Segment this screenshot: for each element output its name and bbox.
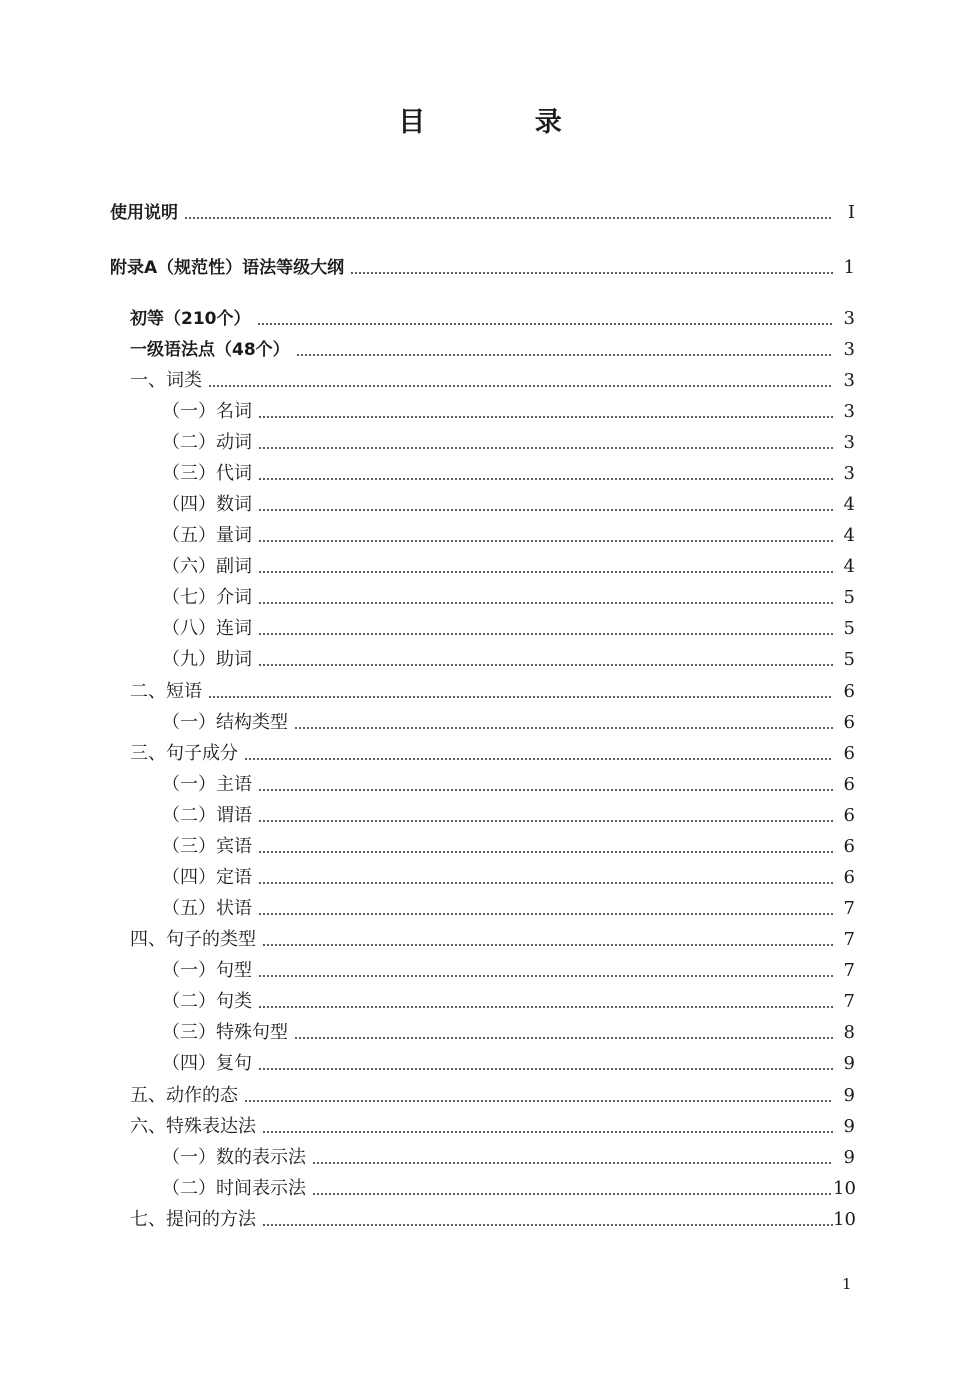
- toc-entry[interactable]: [130, 364, 855, 392]
- toc-entry[interactable]: [130, 1079, 855, 1107]
- toc-entry-label: 附录A（规范性）语法等级大纲: [110, 258, 345, 278]
- toc-entry[interactable]: [130, 1203, 855, 1231]
- toc-entry[interactable]: [162, 768, 855, 796]
- toc-entry[interactable]: [110, 196, 855, 224]
- dot-leader: [258, 851, 833, 853]
- toc-entry[interactable]: [162, 954, 855, 982]
- dot-leader: [184, 217, 833, 219]
- toc-entry[interactable]: [130, 675, 855, 703]
- toc-entry-page: 7: [843, 991, 855, 1012]
- toc-entry-label: （二）句类: [162, 991, 252, 1012]
- toc-entry[interactable]: [162, 488, 855, 516]
- dot-leader: [244, 758, 833, 760]
- toc-entry-label: 四、句子的类型: [130, 929, 256, 950]
- toc-entry-label: （八）连词: [162, 618, 252, 639]
- toc-entry-page: 3: [843, 339, 855, 360]
- toc-entry-page: 5: [843, 587, 855, 608]
- toc-entry[interactable]: [162, 426, 855, 454]
- dot-leader: [258, 478, 833, 480]
- toc-entry[interactable]: [130, 1110, 855, 1138]
- toc-entry[interactable]: [162, 395, 855, 423]
- toc-entry-label: （四）复句: [162, 1053, 252, 1074]
- toc-entry[interactable]: [162, 985, 855, 1013]
- toc-entry-page: 3: [843, 463, 855, 484]
- toc-entry-page: 9: [843, 1147, 855, 1168]
- toc-entry[interactable]: [162, 581, 855, 609]
- toc-entry[interactable]: [162, 1047, 855, 1075]
- toc-entry-label: 七、提问的方法: [130, 1209, 256, 1230]
- toc-entry-page: 6: [843, 743, 855, 764]
- toc-entry[interactable]: [162, 830, 855, 858]
- toc-entry-page: 6: [843, 681, 855, 702]
- toc-entry-label: （一）名词: [162, 401, 252, 422]
- dot-leader: [208, 696, 833, 698]
- dot-leader: [350, 272, 833, 274]
- toc-entry[interactable]: [162, 457, 855, 485]
- toc-entry[interactable]: [162, 1172, 855, 1200]
- toc-entry-page: 5: [843, 618, 855, 639]
- dot-leader: [312, 1193, 833, 1195]
- dot-leader: [262, 1224, 833, 1226]
- toc-entry-label: （一）数的表示法: [162, 1147, 306, 1168]
- dot-leader: [258, 820, 833, 822]
- toc-entry-label: 三、句子成分: [130, 743, 238, 764]
- toc-entry-page: 7: [843, 898, 855, 919]
- toc-entry-page: 7: [843, 929, 855, 950]
- dot-leader: [258, 633, 833, 635]
- toc-entry-page: 9: [843, 1085, 855, 1106]
- toc-entry[interactable]: [162, 892, 855, 920]
- toc-entry-label: （三）宾语: [162, 836, 252, 857]
- dot-leader: [258, 602, 833, 604]
- toc-entry-label: （四）数词: [162, 494, 252, 515]
- toc-entry[interactable]: [110, 251, 855, 279]
- toc-entry[interactable]: [162, 550, 855, 578]
- toc-entry-page: 9: [843, 1053, 855, 1074]
- dot-leader: [258, 913, 833, 915]
- dot-leader: [262, 1131, 833, 1133]
- toc-entry-page: 10: [833, 1178, 856, 1199]
- dot-leader: [258, 509, 833, 511]
- toc-entry-page: 3: [843, 401, 855, 422]
- toc-entry-label: （六）副词: [162, 556, 252, 577]
- dot-leader: [258, 1068, 833, 1070]
- toc-entry-page: 3: [843, 432, 855, 453]
- toc-entry-label: 一、词类: [130, 370, 202, 391]
- toc-entry-label: 二、短语: [130, 681, 202, 702]
- toc-entry-label: （三）特殊句型: [162, 1022, 288, 1043]
- dot-leader: [258, 571, 833, 573]
- toc-entry-page: 7: [843, 960, 855, 981]
- toc-entry-page: 3: [843, 370, 855, 391]
- dot-leader: [257, 323, 834, 325]
- dot-leader: [258, 416, 833, 418]
- toc-entry-page: I: [847, 202, 855, 223]
- toc-entry-page: 6: [843, 774, 855, 795]
- toc-entry[interactable]: [162, 861, 855, 889]
- toc-entry-label: （五）量词: [162, 525, 252, 546]
- toc-entry-label: （二）动词: [162, 432, 252, 453]
- toc-entry-page: 5: [843, 649, 855, 670]
- toc-entry[interactable]: [130, 333, 855, 361]
- dot-leader: [258, 1006, 833, 1008]
- toc-entry-label: （二）谓语: [162, 805, 252, 826]
- toc-entry-page: 4: [843, 525, 855, 546]
- toc-entry-page: 4: [843, 556, 855, 577]
- dot-leader: [258, 975, 833, 977]
- dot-leader: [296, 354, 833, 356]
- toc-entry-page: 1: [843, 257, 855, 278]
- toc-entry-label: （三）代词: [162, 463, 252, 484]
- toc-entry-label: 六、特殊表达法: [130, 1116, 256, 1137]
- toc-entry[interactable]: [162, 1016, 855, 1044]
- toc-entry-page: 4: [843, 494, 855, 515]
- toc-entry-label: （二）时间表示法: [162, 1178, 306, 1199]
- dot-leader: [258, 447, 833, 449]
- toc-entry-label: （一）句型: [162, 960, 252, 981]
- toc-entry[interactable]: [130, 302, 855, 330]
- toc-entry-label: 一级语法点（48个）: [130, 340, 290, 360]
- toc-entry[interactable]: [130, 923, 855, 951]
- toc-entry[interactable]: [162, 799, 855, 827]
- toc-entry-page: 6: [843, 867, 855, 888]
- dot-leader: [294, 1037, 833, 1039]
- toc-entry[interactable]: [162, 643, 855, 671]
- toc-entry-label: （五）状语: [162, 898, 252, 919]
- dot-leader: [258, 540, 833, 542]
- dot-leader: [258, 789, 833, 791]
- toc-entry[interactable]: [130, 737, 855, 765]
- toc-entry[interactable]: [162, 612, 855, 640]
- toc-entry-page: 8: [843, 1022, 855, 1043]
- toc-entry[interactable]: [162, 1141, 855, 1169]
- toc-entry-label: （七）介词: [162, 587, 252, 608]
- toc-entry-label: （一）主语: [162, 774, 252, 795]
- dot-leader: [294, 727, 833, 729]
- toc-entry-label: 使用说明: [110, 203, 178, 223]
- toc-entry-label: 初等（210个）: [130, 309, 251, 329]
- dot-leader: [258, 882, 833, 884]
- dot-leader: [312, 1162, 833, 1164]
- toc-entry[interactable]: [162, 519, 855, 547]
- toc-entry-page: 6: [843, 712, 855, 733]
- dot-leader: [244, 1100, 833, 1102]
- toc-entry-page: 6: [843, 805, 855, 826]
- dot-leader: [262, 944, 833, 946]
- dot-leader: [208, 385, 833, 387]
- page-number: 1: [842, 1275, 852, 1293]
- dot-leader: [258, 664, 833, 666]
- page-title: 目 录: [398, 107, 612, 138]
- toc-entry-page: 3: [843, 308, 855, 329]
- toc-entry-label: （四）定语: [162, 867, 252, 888]
- toc-entry[interactable]: [162, 706, 855, 734]
- toc-entry-label: 五、动作的态: [130, 1085, 238, 1106]
- toc-entry-label: （一）结构类型: [162, 712, 288, 733]
- toc-entry-page: 6: [843, 836, 855, 857]
- toc-entry-label: （九）助词: [162, 649, 252, 670]
- toc-entry-page: 10: [833, 1209, 856, 1230]
- toc-entry-page: 9: [843, 1116, 855, 1137]
